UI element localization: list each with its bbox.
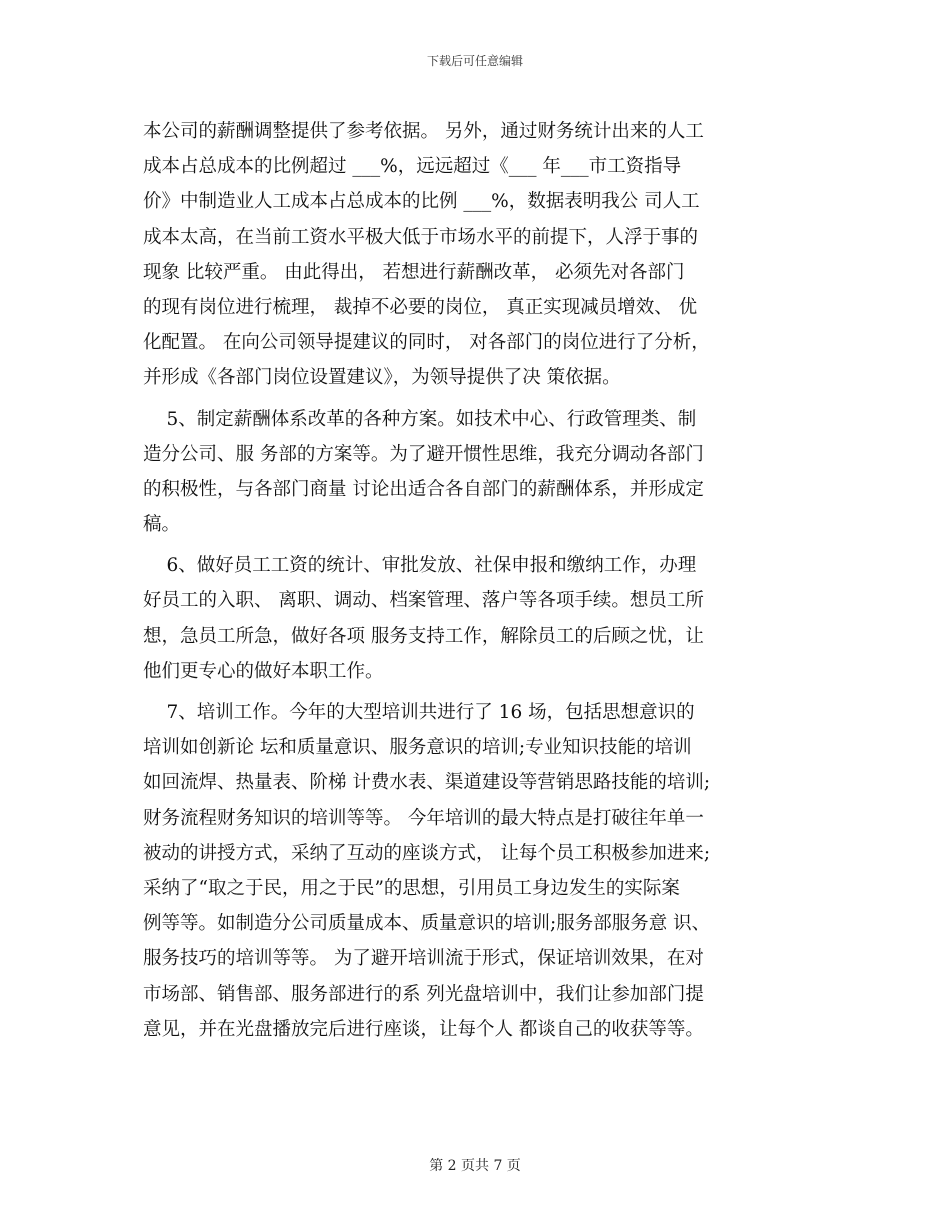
text-line: 被动的讲授方式，采纳了互动的座谈方式， 让每个员工积极参加进来; [143,842,711,864]
text-line: 想，急员工所急，做好各项 服务支持工作，解除员工的后顾之忧，让 [143,625,704,647]
text-line: 培训如创新论 坛和质量意识、服务意识的培训;专业知识技能的培训 [143,737,692,759]
paragraph-continuation [143,114,813,396]
text-line: 价》中制造业人工成本占总成本的比例 ___%，数据表明我公 司人工 [143,191,700,213]
text-line: 好员工的入职、 离职、调动、档案管理、落户等各项手续。想员工所 [143,590,704,612]
text-line: 现象 比较严重。 由此得出， 若想进行薪酬改革， 必须先对各部门 [143,261,685,283]
text-line: 采纳了“取之于民，用之于民”的思想，引用员工身边发生的实际案 [143,877,680,899]
text-line: 意见，并在光盘播放完后进行座谈，让每个人 都谈自己的收获等等。 [143,1018,704,1040]
text-line: 他们更专心的做好本职工作。 [143,660,384,682]
text-line: 如回流焊、热量表、阶梯 计费水表、渠道建设等营销思路技能的培训; [143,772,711,794]
text-line: 化配置。 在向公司领导提建议的同时， 对各部门的岗位进行了分析， [143,332,710,354]
page-footer: 第 2 页共 7 页 [429,1158,521,1174]
text-line: 成本太高，在当前工资水平极大低于市场水平的前提下，人浮于事的 [143,226,699,248]
text-line: 造分公司、服 务部的方案等。为了避开惯性思维，我充分调动各部门 [143,443,704,465]
text-line: 6、做好员工工资的统计、审批发放、社保申报和缴纳工作，办理 [143,555,697,577]
text-line: 并形成《各部门岗位设置建议》，为领导提供了决 策依据。 [143,367,621,389]
paragraph-item-6 [143,548,813,689]
text-line: 7、培训工作。今年的大型培训共进行了 16 场，包括思想意识的 [143,702,695,723]
document-body [143,114,813,1047]
text-line: 市场部、销售部、服务部进行的系 列光盘培训中，我们让参加部门提 [143,983,704,1005]
paragraph-item-5 [143,402,813,543]
text-line: 例等等。如制造分公司质量成本、质量意识的培训;服务部服务意 识、 [143,913,711,935]
text-line: 的现有岗位进行梳理， 裁掉不必要的岗位， 真正实现减员增效、 优 [143,296,698,318]
page-header: 下载后可任意编辑 [426,54,523,68]
text-line: 的积极性，与各部门商量 讨论出适合各自部门的薪酬体系，并形成定 [143,478,704,500]
text-line: 成本占总成本的比例超过 ___%，远远超过《___ 年___市工资指导 [143,156,682,178]
text-line: 本公司的薪酬调整提供了参考依据。 另外，通过财务统计出来的人工 [143,121,704,142]
text-line: 稿。 [143,514,181,536]
text-line: 财务流程财务知识的培训等等。 今年培训的最大特点是打破往年单一 [143,807,704,829]
text-line: 服务技巧的培训等等。 为了避开培训流于形式，保证培训效果，在对 [143,948,704,970]
text-line: 5、制定薪酬体系改革的各种方案。如技术中心、行政管理类、制 [143,408,697,430]
paragraph-item-7 [143,695,813,1047]
